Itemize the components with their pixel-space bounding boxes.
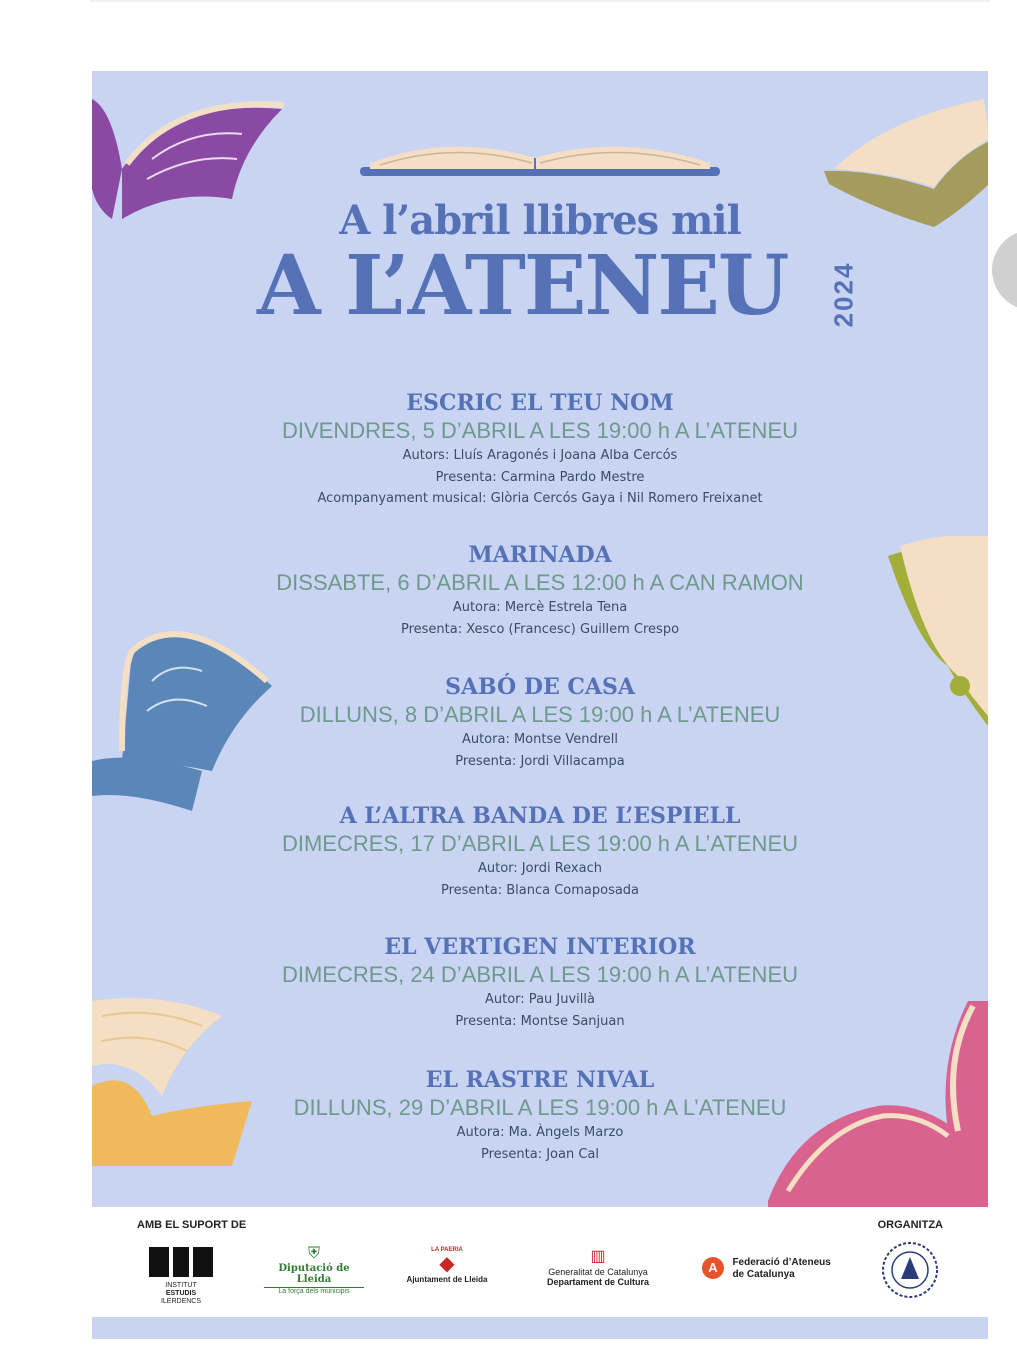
event-title: EL VERTIGEN INTERIOR	[384, 934, 696, 960]
event-music: Acompanyament musical: Glòria Cercós Gaya i Nil Romero Freixanet	[317, 491, 763, 506]
iei-logo-icon	[149, 1247, 213, 1277]
poster-title: A l’abril llibres mil	[339, 197, 741, 244]
event-presenter: Presenta: Carmina Pardo Mestre	[435, 469, 645, 485]
shield-icon: ⛨	[307, 1245, 320, 1262]
event-datetime: DIMECRES, 24 D’ABRIL A LES 19:00 h A L’ATENEU	[281, 962, 799, 987]
event-presenter: Presenta: Joan Cal	[480, 1146, 600, 1162]
poster	[92, 71, 988, 1207]
event-presenter: Presenta: Montse Sanjuan	[455, 1013, 625, 1029]
federacio-name-2: de Catalunya	[732, 1269, 795, 1280]
open-book-icon	[360, 123, 720, 183]
event-datetime: DILLUNS, 8 D’ABRIL A LES 19:00 h A L’ATENEU	[299, 702, 781, 727]
event-item	[92, 802, 988, 901]
ajuntament-name: Ajuntament de Lleida	[406, 1275, 488, 1284]
event-presenter: Presenta: Xesco (Francesc) Guillem Crespo	[400, 621, 680, 637]
poster-headline: A L’ATENEU	[257, 238, 788, 334]
federacio-icon: A	[702, 1257, 724, 1279]
bottom-strip	[92, 1317, 988, 1339]
event-author: Autora: Ma. Àngels Marzo	[456, 1125, 624, 1140]
ateneu-seal-icon	[881, 1241, 939, 1299]
iei-logo-text-1: INSTITUT	[165, 1282, 197, 1289]
diputacio-logo	[264, 1245, 364, 1295]
top-divider	[90, 0, 990, 2]
poster-year: 2024	[828, 261, 859, 328]
iei-logo-text-2: ESTUDIS	[165, 1290, 197, 1297]
organizer-label: ORGANITZA	[877, 1219, 943, 1231]
event-author: Autora: Montse Vendrell	[461, 732, 619, 747]
event-item	[92, 1066, 988, 1165]
senyera-icon: ▥	[590, 1248, 606, 1265]
event-datetime: DILLUNS, 29 D’ABRIL A LES 19:00 h A L’ATENEU	[293, 1095, 787, 1120]
sponsor-footer	[92, 1207, 988, 1317]
federacio-name-1: Federació d’Ateneus	[732, 1257, 831, 1268]
support-label: AMB EL SUPORT DE	[137, 1219, 247, 1231]
generalitat-logo	[532, 1247, 664, 1287]
event-datetime: DISSABTE, 6 D’ABRIL A LES 12:00 h A CAN RAMON	[276, 570, 804, 595]
generalitat-dept: Departament de Cultura	[546, 1277, 650, 1287]
iei-logo-text-3: ILERDENCS	[160, 1298, 202, 1305]
event-presenter: Presenta: Blanca Comaposada	[440, 882, 640, 898]
event-author: Autora: Mercè Estrela Tena	[452, 600, 628, 615]
ajuntament-logo	[397, 1247, 497, 1284]
event-author: Autor: Jordi Rexach	[478, 861, 602, 876]
side-scroll-handle[interactable]	[992, 230, 1017, 310]
generalitat-name: Generalitat de Catalunya	[548, 1267, 648, 1277]
event-item	[92, 933, 988, 1032]
paeria-text: LA PAERIA	[431, 1247, 463, 1253]
event-author: Autors: Lluís Aragonés i Joana Alba Cercós	[402, 448, 678, 463]
event-item	[92, 673, 988, 772]
event-presenter: Presenta: Jordi Villacampa	[455, 753, 625, 769]
iei-logo	[146, 1247, 216, 1306]
event-item	[92, 389, 988, 510]
event-title: SABÓ DE CASA	[445, 674, 635, 700]
diputacio-name: Diputació de Lleida	[278, 1263, 350, 1285]
ateneu-seal	[880, 1241, 940, 1304]
event-title: EL RASTRE NIVAL	[425, 1067, 655, 1093]
event-author: Autor: Pau Juvillà	[485, 992, 595, 1007]
event-title: ESCRIC EL TEU NOM	[406, 390, 674, 416]
event-title: A L’ALTRA BANDA DE L’ESPIELL	[339, 803, 741, 829]
event-item	[92, 541, 988, 640]
event-datetime: DIVENDRES, 5 D’ABRIL A LES 19:00 h A L’ATENEU	[281, 418, 799, 443]
event-title: MARINADA	[468, 542, 612, 568]
event-datetime: DIMECRES, 17 D’ABRIL A LES 19:00 h A L’ATENEU	[281, 831, 799, 856]
diputacio-tagline: La força dels municipis	[264, 1287, 364, 1295]
paeria-emblem-icon: ◆	[439, 1253, 455, 1275]
federacio-logo	[702, 1257, 852, 1281]
